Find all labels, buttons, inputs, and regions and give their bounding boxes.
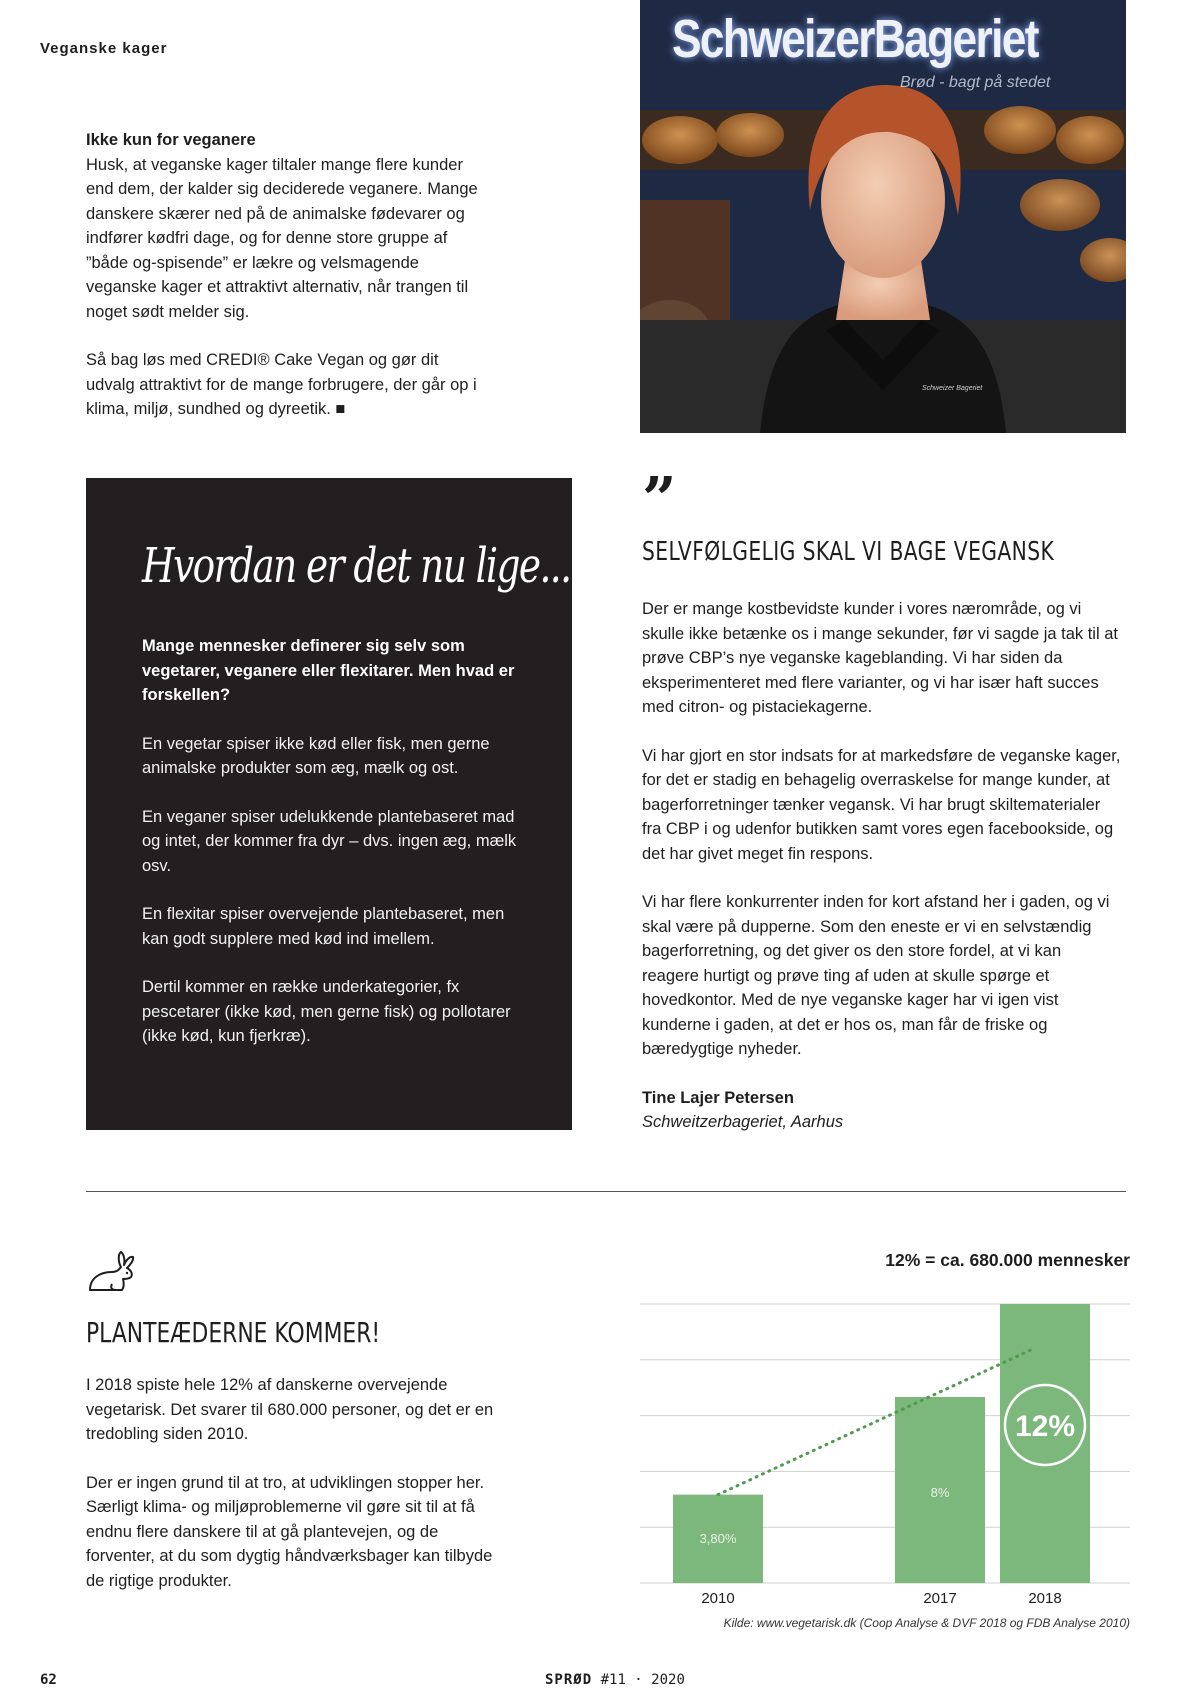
quote-author-place: Schweitzerbageriet, Aarhus	[642, 1113, 844, 1131]
chart	[640, 1250, 1130, 1650]
magazine-name: SPRØD	[545, 1672, 593, 1688]
rabbit-icon	[86, 1248, 140, 1296]
chart-trendline	[718, 1348, 1035, 1495]
photo-apron-text: Schweizer Bageriet	[922, 385, 983, 392]
magazine-footer	[545, 1672, 685, 1688]
chart-category-label: 2010	[701, 1590, 735, 1607]
baker-photo	[640, 0, 1126, 433]
chart-value-label: 3,80%	[699, 1531, 737, 1546]
intro-paragraph: Så bag løs med CREDI® Cake Vegan og gør dit udvalg attraktivt for de mange forbrugere, der går op i klima, miljø, sundhed og dyreetik. ■	[86, 351, 477, 418]
page-number: 62	[40, 1672, 57, 1688]
plant-paragraph: I 2018 spiste hele 12% af danskerne overvejende vegetarisk. Det svarer til 680.000 personer, og det er en tredobling siden 2010.	[86, 1376, 494, 1443]
info-box-paragraph: En veganer spiser udelukkende plantebaseret mad og intet, der kommer fra dyr – dvs. ingen æg, mælk osv.	[142, 807, 517, 875]
info-box-body	[142, 634, 522, 1073]
quote-title: SELVFØLGELIG SKAL VI BAGE VEGANSK	[642, 537, 1055, 567]
info-box-paragraph: Dertil kommer en række underkategorier, fx pescetarer (ikke kød, men gerne fisk) og pollotarer (ikke kød, kun fjerkræ).	[142, 978, 511, 1045]
chart-value-label: 12%	[1014, 1410, 1076, 1443]
section-divider	[86, 1191, 1126, 1192]
plant-paragraph: Der er ingen grund til at tro, at udviklingen stopper her. Særligt klima- og miljøproblemerne vil gøre sit til at få endnu flere danskere til at gå plantevejen, og de forventer, at du som dygtig håndværksbager kan tilbyde de rigtige produkter.	[86, 1473, 493, 1590]
plant-body	[86, 1373, 496, 1617]
quote-body	[642, 597, 1122, 1135]
section-label: Veganske kager	[40, 40, 168, 57]
quote-author-name: Tine Lajer Petersen	[642, 1088, 794, 1107]
intro-paragraph: Husk, at veganske kager tiltaler mange flere kunder end dem, der kalder sig deciderede veganere. Mange danskere skærer ned på de animalske fødevarer og indfører kødfri dage, og for denne store gruppe af ”både og-spisende” er lækre og velsmagende veganske kager et attraktivt alternativ, når trangen til noget sødt melder sig.	[86, 155, 478, 321]
chart-category-label: 2018	[1028, 1590, 1062, 1607]
plant-title: PLANTEÆDERNE KOMMER!	[86, 1316, 381, 1349]
chart-bar	[1000, 1304, 1090, 1583]
photo-sign-text: SchweizerBageriet	[672, 9, 1038, 69]
info-box-paragraph: En vegetar spiser ikke kød eller fisk, men gerne animalske produkter som æg, mælk og ost.	[142, 734, 490, 777]
intro-heading: Ikke kun for veganere	[86, 131, 256, 149]
magazine-issue: #11 · 2020	[600, 1672, 685, 1688]
quote-paragraph: Der er mange kostbevidste kunder i vores nærområde, og vi skulle ikke betænke os i mange sekunder, før vi sagde ja tak til at prøve CBP’s nye veganske kageblanding. Vi har siden da eksperimenteret med flere varianter, og vi har især haft succes med citron- og pistaciekagerne.	[642, 600, 1118, 716]
chart-category-label: 2017	[923, 1590, 957, 1607]
quote-paragraph: Vi har flere konkurrenter inden for kort afstand her i gaden, og vi skal være på dupperne. Som den eneste er vi en selvstændig bagerforretning, og det giver os den store fordel, at vi kan reagere hurtigt og prøve ting af uden at skulle spørge et hovedkontor. Med de nye veganske kager har vi igen vist kunderne i gaden, at det er hos os, man får de friske og bæredygtige nyheder.	[642, 893, 1110, 1058]
info-box-lead: Mange mennesker definerer sig selv som vegetarer, veganere eller flexitarer. Men hvad er forskellen?	[142, 637, 515, 704]
quote-paragraph: Vi har gjort en stor indsats for at markedsføre de veganske kager, for det er stadig en behagelig overraskelse for mange kunder, at bagerforretninger tænker vegansk. Vi har brugt skiltematerialer fra CBP i og udenfor butikken samt vores egen facebookside, og det har givet meget fin respons.	[642, 746, 1121, 863]
info-box-heading: Hvordan er det nu lige...?	[142, 538, 589, 594]
photo-sign-subtext: Brød - bagt på stedet	[900, 74, 1051, 91]
quote-mark-icon: ”	[642, 465, 677, 535]
chart-title: 12% = ca. 680.000 mennesker	[885, 1250, 1130, 1270]
chart-value-label: 8%	[930, 1485, 950, 1500]
intro-text	[86, 128, 486, 446]
chart-plot	[640, 1250, 1130, 1610]
info-box	[86, 478, 589, 1130]
info-box-paragraph: En flexitar spiser overvejende plantebaseret, men kan godt supplere med kød ind imellem.	[142, 905, 505, 948]
chart-source: Kilde: www.vegetarisk.dk (Coop Analyse & DVF 2018 og FDB Analyse 2010)	[723, 1616, 1130, 1630]
